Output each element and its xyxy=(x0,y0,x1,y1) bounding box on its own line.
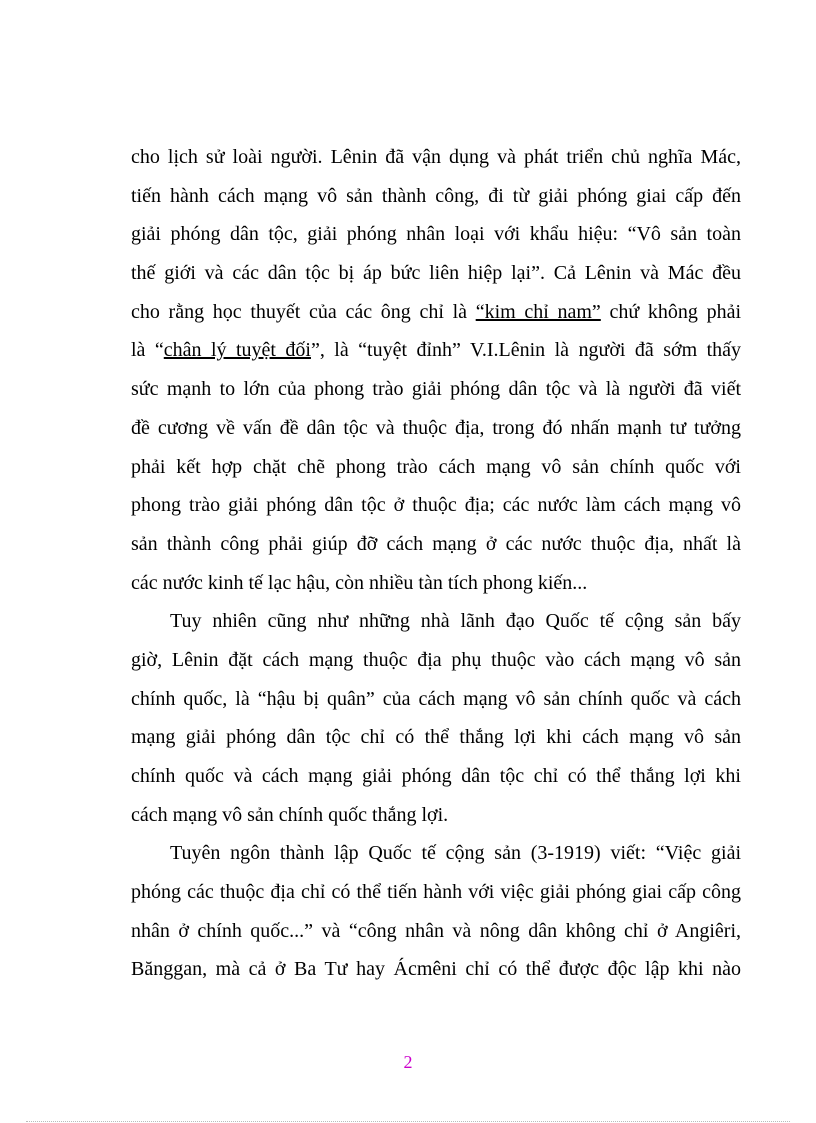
paragraph xyxy=(131,834,741,989)
text-segment: tiến hành cách mạng vô sản thành công, đi từ giải phóng giai cấp đến xyxy=(131,184,741,207)
text-line xyxy=(131,796,741,835)
body-text xyxy=(131,138,741,989)
paragraph xyxy=(131,602,741,834)
text-segment: giờ, Lênin đặt cách mạng thuộc địa phụ thuộc vào cách mạng vô sản xyxy=(131,648,741,671)
text-line xyxy=(131,873,741,912)
page-bottom-divider xyxy=(26,1121,790,1122)
paragraph xyxy=(131,138,741,602)
text-line xyxy=(131,486,741,525)
text-segment: Tuyên ngôn thành lập Quốc tế cộng sản (3-1919) viết: “Việc giải xyxy=(170,842,741,865)
text-segment: mạng giải phóng dân tộc chỉ có thể thắng lợi khi cách mạng vô sản xyxy=(131,726,741,749)
text-line xyxy=(131,409,741,448)
text-line xyxy=(131,680,741,719)
text-line xyxy=(131,254,741,293)
text-segment: cho lịch sử loài người. Lênin đã vận dụng và phát triển chủ nghĩa Mác, xyxy=(131,146,741,168)
text-line xyxy=(131,641,741,680)
text-line xyxy=(131,950,741,989)
text-segment: các nước kinh tế lạc hậu, còn nhiều tàn tích phong kiến... xyxy=(131,571,588,594)
underlined-phrase: chân lý tuyệt đối xyxy=(163,339,311,362)
text-segment: nhân ở chính quốc...” và “công nhân và nông dân không chỉ ở Angiêri, xyxy=(131,919,741,942)
text-line xyxy=(131,138,741,177)
text-segment: cách mạng vô sản chính quốc thắng lợi. xyxy=(131,803,449,826)
text-segment: ”, là “tuyệt đỉnh” V.I.Lênin là người đã sớm thấy xyxy=(310,339,742,362)
text-line xyxy=(131,718,741,757)
text-line xyxy=(131,912,741,951)
text-segment: Tuy nhiên cũng như những nhà lãnh đạo Quốc tế cộng sản bấy xyxy=(170,610,741,633)
text-line xyxy=(131,370,741,409)
text-line xyxy=(131,331,741,370)
text-line xyxy=(131,834,741,873)
text-segment: phải kết hợp chặt chẽ phong trào cách mạng vô sản chính quốc với xyxy=(131,455,741,478)
text-segment: sản thành công phải giúp đỡ cách mạng ở các nước thuộc địa, nhất là xyxy=(131,532,741,555)
text-line xyxy=(131,757,741,796)
text-line xyxy=(131,177,741,216)
text-segment: chứ không phải xyxy=(600,300,741,323)
text-line xyxy=(131,602,741,641)
text-segment: cho rằng học thuyết của các ông chỉ là xyxy=(131,300,476,323)
text-segment: phóng các thuộc địa chỉ có thể tiến hành với việc giải phóng giai cấp công xyxy=(131,881,741,904)
text-line xyxy=(131,525,741,564)
text-segment: giải phóng dân tộc, giải phóng nhân loại với khẩu hiệu: “Vô sản toàn xyxy=(131,223,741,246)
text-segment: đề cương về vấn đề dân tộc và thuộc địa, trong đó nhấn mạnh tư tưởng xyxy=(131,416,741,439)
text-line xyxy=(131,215,741,254)
text-segment: thế giới và các dân tộc bị áp bức liên hiệp lại”. Cả Lênin và Mác đều xyxy=(131,262,741,285)
text-segment: chính quốc, là “hậu bị quân” của cách mạng vô sản chính quốc và cách xyxy=(131,687,741,710)
text-line xyxy=(131,293,741,332)
text-line xyxy=(131,448,741,487)
page-number: 2 xyxy=(403,1052,413,1072)
text-line xyxy=(131,564,741,603)
underlined-phrase: “kim chỉ nam” xyxy=(475,300,601,323)
text-segment: sức mạnh to lớn của phong trào giải phóng dân tộc và là người đã viết xyxy=(131,378,741,401)
text-segment: phong trào giải phóng dân tộc ở thuộc địa; các nước làm cách mạng vô xyxy=(131,494,741,517)
text-segment: chính quốc và cách mạng giải phóng dân tộc chỉ có thể thắng lợi khi xyxy=(131,765,741,787)
text-segment: là “ xyxy=(131,339,164,362)
text-segment: Bănggan, mà cả ở Ba Tư hay Ácmêni chỉ có thể được độc lập khi nào xyxy=(131,958,741,981)
